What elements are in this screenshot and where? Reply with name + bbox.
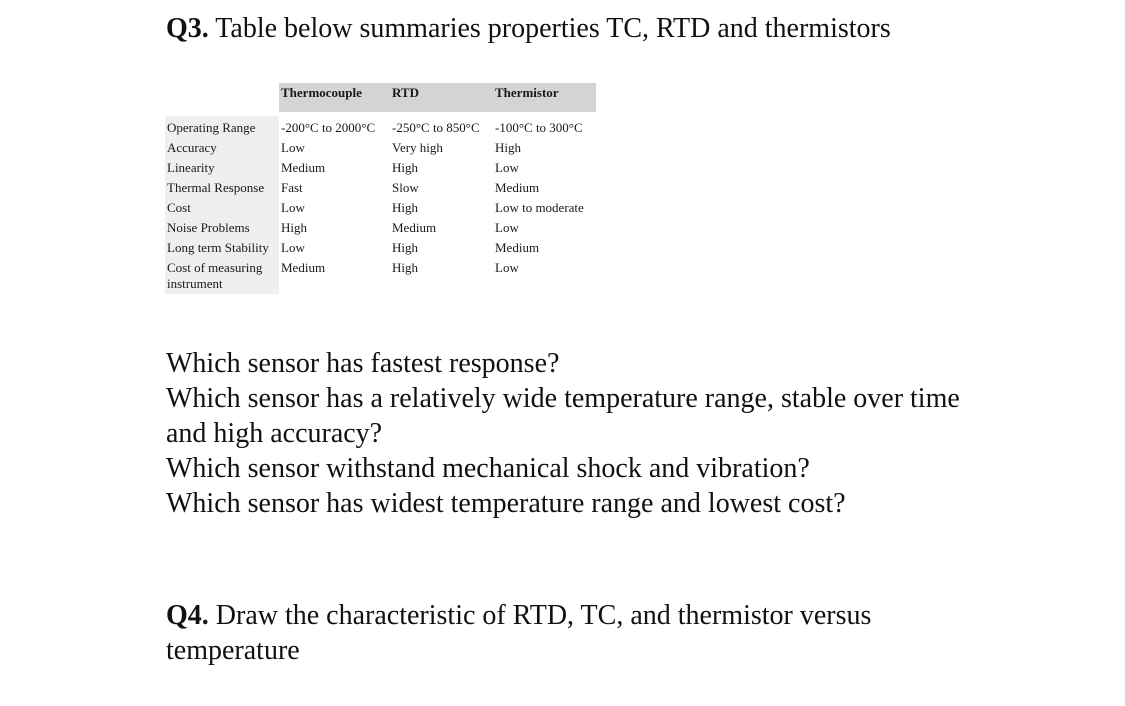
q3-number: Q3. bbox=[166, 13, 209, 44]
table-cell: Medium bbox=[495, 240, 540, 255]
table-row bbox=[165, 158, 596, 178]
question-mechanical-shock: Which sensor withstand mechanical shock and vibration? bbox=[166, 453, 810, 484]
header-thermocouple: Thermocouple bbox=[279, 83, 390, 112]
table-cell: -100°C to 300°C bbox=[495, 120, 583, 135]
table-cell: High bbox=[281, 220, 307, 235]
table-cell: Medium bbox=[392, 220, 437, 235]
q4-number: Q4. bbox=[166, 600, 209, 631]
header-blank-cell bbox=[165, 83, 279, 112]
q4-heading bbox=[166, 598, 946, 668]
table-row bbox=[165, 238, 596, 258]
table-cell: -250°C to 850°C bbox=[392, 120, 480, 135]
row-label: Accuracy bbox=[165, 138, 279, 158]
header-thermistor: Thermistor bbox=[493, 83, 596, 112]
row-label: Cost bbox=[165, 198, 279, 218]
table-cell: Low bbox=[495, 260, 519, 275]
table-row bbox=[165, 218, 596, 238]
table-cell: Low bbox=[495, 160, 519, 175]
q4-text: Draw the characteristic of RTD, TC, and thermistor versus temperature bbox=[166, 600, 872, 666]
table-cell: High bbox=[392, 260, 418, 275]
table-row bbox=[165, 138, 596, 158]
properties-table-container bbox=[165, 83, 596, 294]
table-cell: High bbox=[392, 240, 418, 255]
table-row bbox=[165, 258, 596, 294]
table-cell: Medium bbox=[281, 160, 326, 175]
row-label: Operating Range bbox=[165, 116, 279, 138]
question-widest-range-lowest-cost: Which sensor has widest temperature range and lowest cost? bbox=[166, 488, 846, 519]
row-label: Noise Problems bbox=[165, 218, 279, 238]
table-cell: Low bbox=[281, 140, 305, 155]
question-fastest-response: Which sensor has fastest response? bbox=[166, 348, 560, 379]
table-cell: Low bbox=[281, 240, 305, 255]
table-cell: High bbox=[495, 140, 521, 155]
table-cell: Low bbox=[495, 220, 519, 235]
table-header-row bbox=[165, 83, 596, 112]
table-cell: Slow bbox=[392, 180, 419, 195]
question-wide-range-stable: Which sensor has a relatively wide temperature range, stable over time and high accuracy? bbox=[166, 383, 960, 449]
table-cell: -200°C to 2000°C bbox=[281, 120, 376, 135]
table-row bbox=[165, 178, 596, 198]
table-cell: Very high bbox=[392, 140, 443, 155]
sensor-properties-table bbox=[165, 83, 596, 294]
q3-text: Table below summaries properties TC, RTD and thermistors bbox=[208, 13, 891, 44]
row-label: Thermal Response bbox=[165, 178, 279, 198]
q3-questions bbox=[166, 346, 966, 521]
row-label: Linearity bbox=[165, 158, 279, 178]
row-label: Cost of measuring instrument bbox=[165, 258, 279, 294]
q3-heading bbox=[166, 11, 891, 46]
table-cell: High bbox=[392, 200, 418, 215]
table-cell: Low to moderate bbox=[495, 200, 584, 215]
table-cell: High bbox=[392, 160, 418, 175]
table-row bbox=[165, 198, 596, 218]
row-label: Long term Stability bbox=[165, 238, 279, 258]
header-rtd: RTD bbox=[390, 83, 493, 112]
table-row bbox=[165, 116, 596, 138]
table-cell: Medium bbox=[495, 180, 540, 195]
table-cell: Medium bbox=[281, 260, 326, 275]
table-cell: Fast bbox=[281, 180, 303, 195]
table-cell: Low bbox=[281, 200, 305, 215]
